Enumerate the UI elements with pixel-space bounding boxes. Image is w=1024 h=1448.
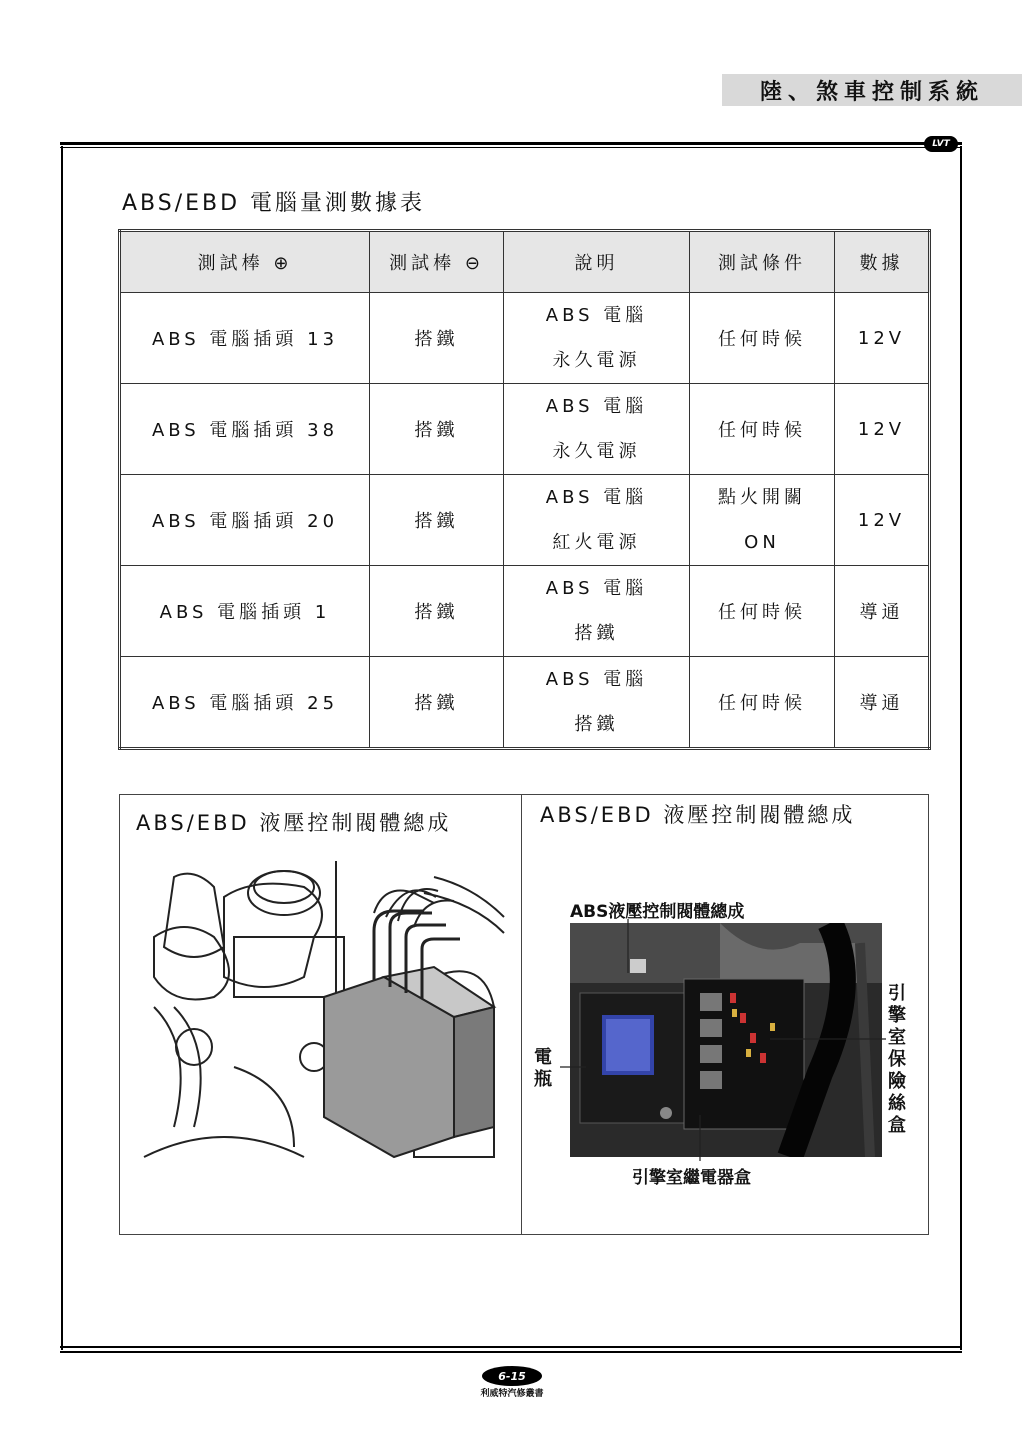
description-cell: ABS 電腦 搭鐵	[504, 566, 690, 657]
frame-top-rule	[60, 142, 962, 148]
publisher-name: 利威特汽修叢書	[480, 1389, 544, 1399]
value-cell: 12V	[835, 293, 930, 384]
probe-negative-cell: 搭鐵	[370, 384, 504, 475]
probe-positive-cell: ABS 電腦插頭 1	[120, 566, 370, 657]
condition-cell: 任何時候	[690, 384, 835, 475]
condition-cell: 任何時候	[690, 566, 835, 657]
battery-callout: 電瓶	[534, 1047, 552, 1090]
figure-panel	[119, 794, 929, 1235]
value-cell: 12V	[835, 475, 930, 566]
value-cell: 導通	[835, 657, 930, 749]
probe-negative-cell: 搭鐵	[370, 657, 504, 749]
header-probe-negative: 測試棒 ⊖	[370, 231, 504, 293]
condition-cell: 任何時候	[690, 293, 835, 384]
probe-negative-cell: 搭鐵	[370, 475, 504, 566]
right-figure-title: ABS/EBD 液壓控制閥體總成	[540, 803, 856, 827]
table-row	[120, 475, 930, 566]
header-probe-positive: 測試棒 ⊕	[120, 231, 370, 293]
probe-positive-cell: ABS 電腦插頭 20	[120, 475, 370, 566]
condition-cell: 任何時候	[690, 657, 835, 749]
header-condition: 測試條件	[690, 231, 835, 293]
relay-box-callout: 引擎室繼電器盒	[632, 1168, 751, 1188]
abs-unit-callout: ABS液壓控制閥體總成	[570, 902, 745, 922]
header-value: 數據	[835, 231, 930, 293]
header-description: 說明	[504, 231, 690, 293]
description-cell: ABS 電腦 永久電源	[504, 384, 690, 475]
probe-negative-cell: 搭鐵	[370, 293, 504, 384]
probe-positive-cell: ABS 電腦插頭 38	[120, 384, 370, 475]
callout-leader-lines	[120, 795, 930, 1236]
value-cell: 12V	[835, 384, 930, 475]
table-header-row	[120, 231, 930, 293]
condition-cell: 點火開關 ON	[690, 475, 835, 566]
frame-bottom-rule	[60, 1346, 962, 1353]
frame-right-rule	[960, 146, 962, 1350]
probe-positive-cell: ABS 電腦插頭 13	[120, 293, 370, 384]
chapter-title: 陸、煞車控制系統	[722, 74, 1022, 106]
table-row	[120, 566, 930, 657]
fuse-box-callout: 引擎室保險絲盒	[888, 983, 906, 1136]
description-cell: ABS 電腦 紅火電源	[504, 475, 690, 566]
table-row	[120, 293, 930, 384]
description-cell: ABS 電腦 永久電源	[504, 293, 690, 384]
description-cell: ABS 電腦 搭鐵	[504, 657, 690, 749]
page-number: 6-15	[482, 1366, 542, 1386]
brand-badge: LVT	[924, 136, 958, 152]
section-title: ABS/EBD 電腦量測數據表	[122, 191, 426, 216]
probe-positive-cell: ABS 電腦插頭 25	[120, 657, 370, 749]
probe-negative-cell: 搭鐵	[370, 566, 504, 657]
left-figure-title: ABS/EBD 液壓控制閥體總成	[136, 811, 452, 835]
measurement-table	[118, 229, 931, 750]
table-row	[120, 384, 930, 475]
frame-left-rule	[61, 146, 63, 1350]
value-cell: 導通	[835, 566, 930, 657]
table-row	[120, 657, 930, 749]
